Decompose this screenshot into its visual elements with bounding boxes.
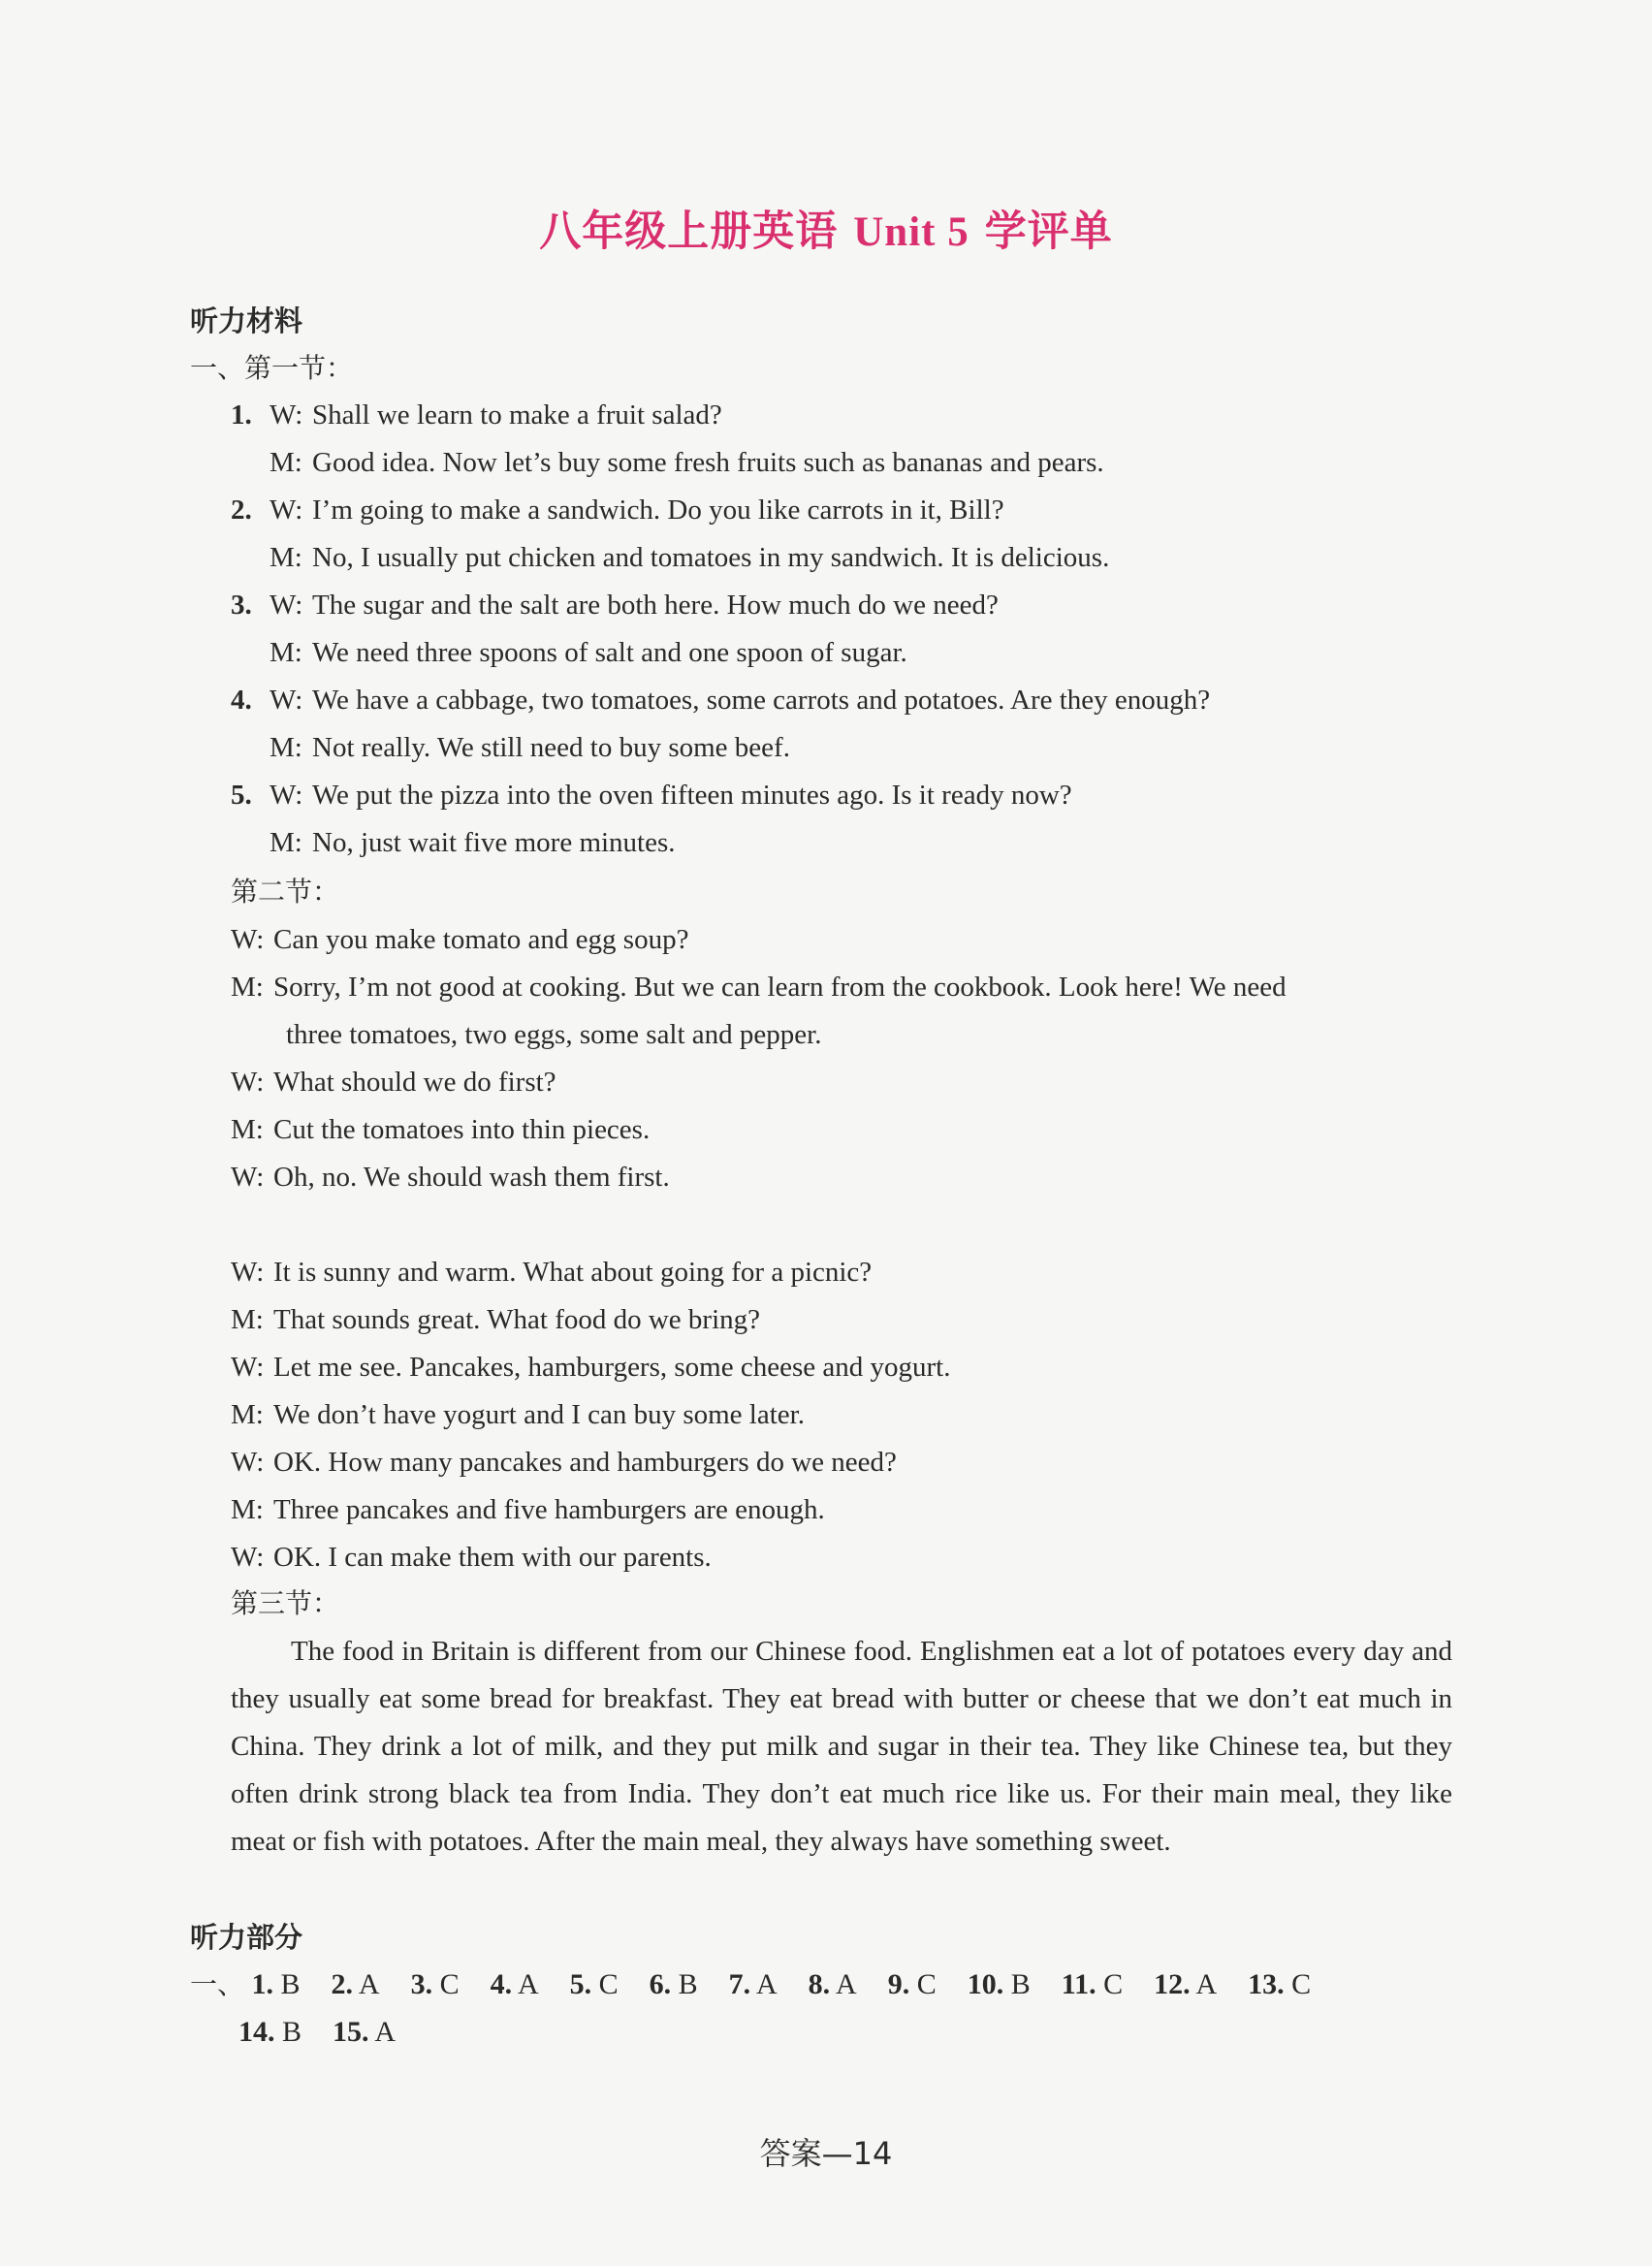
speaker-label: W:	[231, 1067, 265, 1098]
answer-item	[411, 1965, 460, 2004]
answer-value: B	[282, 2016, 302, 2048]
answer-value: A	[836, 1968, 857, 2000]
section2-heading: 第二节：	[231, 876, 340, 908]
answer-number: 15.	[333, 2016, 369, 2048]
answer-number: 5.	[569, 1968, 592, 2000]
answer-number: 13.	[1248, 1968, 1285, 2000]
item-number: 1.	[231, 399, 252, 431]
speaker-label: M:	[270, 637, 302, 668]
dialogue-line	[231, 396, 722, 434]
answer-number: 12.	[1154, 1968, 1191, 2000]
answer-value: B	[280, 1968, 301, 2000]
dialogue-line	[231, 1395, 805, 1434]
line-text: We need three spoons of salt and one spoon of sugar.	[312, 637, 907, 668]
line-text: Let me see. Pancakes, hamburgers, some cheese and yogurt.	[273, 1352, 951, 1383]
dialogue-line	[231, 968, 1287, 1006]
answer-item	[252, 1965, 301, 2004]
answer-item	[729, 1965, 778, 2004]
dialogue-line	[231, 491, 1004, 529]
answer-number: 14.	[238, 2016, 275, 2048]
passage-text: The food in Britain is different from our Chinese food. Englishmen eat a lot of potatoes every day and they usually eat some bread for breakfast. They eat bread with butter or cheese that we don’t eat much in China. They drink a lot of milk, and they put milk and sugar in their tea. They like Chinese tea, but they often drink strong black tea from India. They don’t eat much rice like us. For their main meal, they like meat or fish with potatoes. After the main meal, they always have something sweet.	[231, 1636, 1452, 1857]
speaker-label: M:	[231, 1114, 264, 1145]
line-text: OK. How many pancakes and hamburgers do we need?	[273, 1447, 897, 1478]
answer-row-1	[190, 1965, 1342, 2004]
speaker-label: M:	[270, 827, 302, 858]
dialogue-line	[231, 1490, 825, 1529]
dialogue-line	[270, 633, 907, 672]
answer-item	[1154, 1965, 1217, 2004]
speaker-label: M:	[231, 972, 264, 1003]
answer-value: A	[517, 1968, 539, 2000]
speaker-label: W:	[231, 1162, 265, 1193]
line-text: Not really. We still need to buy some beef.	[312, 732, 790, 763]
speaker-label: W:	[231, 1352, 265, 1383]
answer-number: 9.	[887, 1968, 910, 2000]
dialogue-line	[286, 1015, 821, 1054]
listening-material-heading: 听力材料	[190, 304, 303, 337]
dialogue-line	[231, 1110, 650, 1149]
answer-value: B	[678, 1968, 698, 2000]
dialogue-line	[231, 681, 1210, 719]
dialogue-line	[231, 1300, 760, 1339]
speaker-label: W:	[270, 780, 303, 811]
speaker-label: M:	[270, 447, 302, 478]
speaker-label: M:	[231, 1304, 264, 1335]
answer-number: 7.	[728, 1968, 751, 2000]
dialogue-line	[231, 586, 999, 624]
answer-item	[238, 2013, 302, 2052]
page-title	[0, 199, 1652, 258]
dialogue-line	[231, 1538, 712, 1577]
speaker-label: W:	[231, 1447, 265, 1478]
answer-value: C	[916, 1968, 937, 2000]
answer-number: 3.	[410, 1968, 433, 2000]
line-text: Cut the tomatoes into thin pieces.	[273, 1114, 651, 1145]
answer-number: 11.	[1061, 1968, 1096, 2000]
answer-item	[1248, 1965, 1311, 2004]
answer-value: C	[439, 1968, 460, 2000]
answer-value: C	[1291, 1968, 1312, 2000]
item-number: 4.	[231, 685, 252, 716]
dialogue-line	[231, 920, 688, 959]
line-text: No, I usually put chicken and tomatoes in my sandwich. It is delicious.	[312, 542, 1110, 573]
title-unit: Unit 5	[853, 209, 969, 255]
answer-number: 2.	[331, 1968, 354, 2000]
section1-heading: 一、第一节：	[190, 352, 354, 384]
answer-number: 6.	[649, 1968, 672, 2000]
answer-item	[888, 1965, 937, 2004]
line-text: Oh, no. We should wash them first.	[273, 1162, 670, 1193]
line-text: I’m going to make a sandwich. Do you like carrots in it, Bill?	[312, 495, 1004, 526]
answer-item	[1062, 1965, 1123, 2004]
answer-number: 1.	[251, 1968, 274, 2000]
dialogue-line	[270, 728, 790, 767]
dialogue-line	[231, 1348, 950, 1387]
answer-item	[491, 1965, 539, 2004]
speaker-label: M:	[231, 1399, 264, 1430]
speaker-label: M:	[270, 542, 302, 573]
answer-value: A	[756, 1968, 778, 2000]
listening-part-heading: 听力部分	[190, 1921, 303, 1954]
dialogue-line	[270, 538, 1109, 577]
line-text: We don’t have yogurt and I can buy some later.	[273, 1399, 805, 1430]
answers-prefix: 一、	[190, 1968, 245, 2000]
passage	[231, 1628, 1452, 1866]
line-text: three tomatoes, two eggs, some salt and pepper.	[286, 1019, 822, 1050]
answer-item	[650, 1965, 698, 2004]
speaker-label: W:	[270, 590, 303, 621]
line-text: We put the pizza into the oven fifteen minutes ago. Is it ready now?	[312, 780, 1072, 811]
speaker-label: W:	[270, 685, 303, 716]
answer-value: C	[598, 1968, 619, 2000]
line-text: What should we do first?	[273, 1067, 556, 1098]
line-text: Shall we learn to make a fruit salad?	[312, 399, 722, 431]
item-number: 2.	[231, 495, 252, 526]
line-text: Sorry, I’m not good at cooking. But we can learn from the cookbook. Look here! We need	[273, 972, 1287, 1003]
answer-number: 8.	[808, 1968, 831, 2000]
answer-value: B	[1010, 1968, 1031, 2000]
answer-row-2	[238, 2013, 427, 2052]
speaker-label: W:	[231, 924, 265, 955]
dialogue-line	[231, 1443, 897, 1482]
dialogue-line	[270, 823, 676, 862]
line-text: That sounds great. What food do we bring?	[273, 1304, 761, 1335]
line-text: No, just wait five more minutes.	[312, 827, 676, 858]
title-cn-part2: 学评单	[984, 207, 1113, 256]
answer-number: 4.	[490, 1968, 513, 2000]
line-text: It is sunny and warm. What about going for a picnic?	[273, 1257, 873, 1288]
answer-value: A	[1195, 1968, 1218, 2000]
item-number: 5.	[231, 780, 252, 811]
dialogue-line	[231, 1063, 556, 1101]
title-cn-part1: 八年级上册英语	[539, 207, 839, 256]
answer-item	[809, 1965, 857, 2004]
answer-number: 10.	[967, 1968, 1004, 2000]
line-text: We have a cabbage, two tomatoes, some carrots and potatoes. Are they enough?	[312, 685, 1211, 716]
answer-item	[333, 2013, 396, 2052]
answer-value: A	[374, 2016, 397, 2048]
answer-value: A	[358, 1968, 380, 2000]
speaker-label: W:	[270, 399, 303, 431]
line-text: Good idea. Now let’s buy some fresh fruits such as bananas and pears.	[312, 447, 1104, 478]
line-text: The sugar and the salt are both here. How much do we need?	[312, 590, 999, 621]
speaker-label: W:	[231, 1542, 265, 1573]
dialogue-line	[231, 776, 1072, 814]
line-text: Three pancakes and five hamburgers are enough.	[273, 1494, 825, 1525]
dialogue-line	[270, 443, 1104, 482]
item-number: 3.	[231, 590, 252, 621]
line-text: OK. I can make them with our parents.	[273, 1542, 712, 1573]
speaker-label: W:	[270, 495, 303, 526]
section3-heading: 第三节：	[231, 1587, 340, 1619]
answer-item	[968, 1965, 1031, 2004]
answer-value: C	[1103, 1968, 1124, 2000]
answer-item	[332, 1965, 380, 2004]
line-text: Can you make tomato and egg soup?	[273, 924, 689, 955]
dialogue-line	[231, 1158, 670, 1197]
page-footer: 答案—14	[759, 2135, 893, 2172]
dialogue-line	[231, 1253, 872, 1292]
speaker-label: W:	[231, 1257, 265, 1288]
answer-item	[570, 1965, 619, 2004]
speaker-label: M:	[231, 1494, 264, 1525]
speaker-label: M:	[270, 732, 302, 763]
